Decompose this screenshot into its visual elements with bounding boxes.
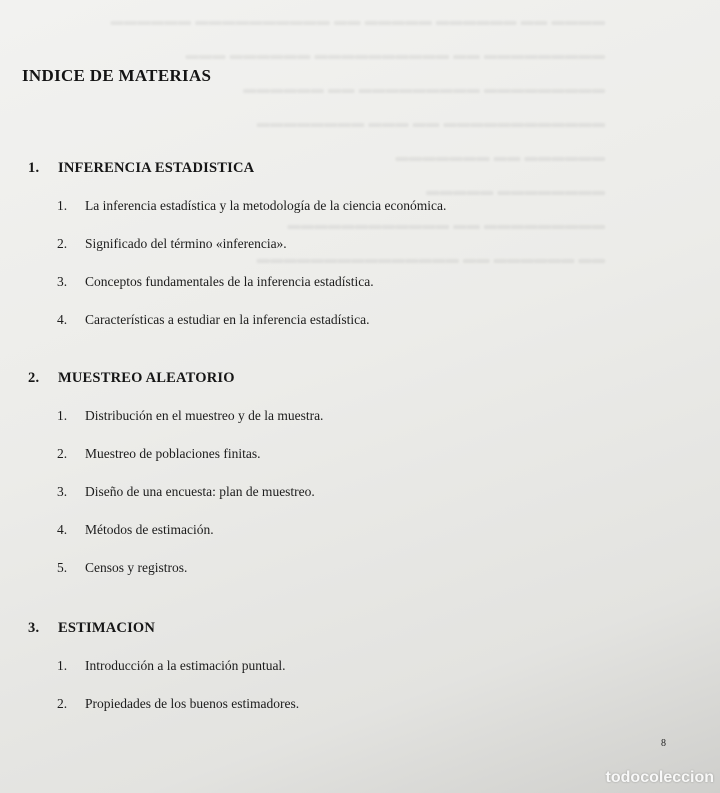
toc-item: [57, 647, 299, 685]
item-number: 1.: [57, 658, 68, 673]
section-items: [57, 187, 446, 339]
item-text: Significado del término «inferencia».: [85, 236, 287, 251]
item-text: La inferencia estadística y la metodología de la ciencia económica.: [85, 198, 447, 213]
toc-item: [57, 473, 323, 511]
section-number: 3.: [28, 620, 40, 636]
section-number: 1.: [28, 160, 40, 176]
item-number: 1.: [57, 198, 68, 213]
toc-item: [57, 263, 446, 301]
toc-item: [57, 435, 323, 473]
item-text: Conceptos fundamentales de la inferencia estadística.: [85, 274, 374, 289]
show-through-text: ▬▬▬▬ ▬▬ ▬▬▬▬▬▬ ▬▬▬▬▬ ▬▬ ▬▬▬▬▬▬▬▬▬▬ ▬▬▬▬▬▬ ▬▬▬▬▬▬▬▬▬ ▬▬ ▬▬▬▬▬▬▬▬▬▬ ▬▬▬▬▬▬ ▬▬▬ ▬▬▬▬▬▬▬▬▬ ▬▬▬▬▬▬▬▬▬ ▬▬ ▬▬▬▬▬▬ ▬▬▬▬▬▬▬▬▬▬▬▬ ▬▬ ▬▬▬ ▬▬▬▬▬▬▬▬ ▬▬▬▬▬▬ ▬▬ ▬▬▬▬▬▬▬ ▬▬▬▬▬▬▬▬ ▬▬▬▬▬ ▬▬▬▬▬▬▬▬▬ ▬▬ ▬▬▬▬▬▬▬▬▬▬▬▬ ▬▬ ▬▬▬▬▬▬ ▬▬ ▬▬▬▬▬▬▬▬▬▬▬▬▬▬▬: [110, 13, 605, 266]
section-title: INFERENCIA ESTADISTICA: [58, 160, 255, 176]
item-number: 2.: [57, 236, 68, 251]
section-items: [57, 397, 323, 587]
toc-item: [57, 301, 446, 339]
item-number: 2.: [57, 446, 68, 461]
toc-item: [57, 549, 323, 587]
item-text: Introducción a la estimación puntual.: [85, 658, 286, 673]
section-title: MUESTREO ALEATORIO: [58, 370, 235, 386]
page-number: 8: [661, 738, 666, 749]
item-text: Diseño de una encuesta: plan de muestreo.: [85, 484, 315, 499]
section-1: [28, 160, 446, 339]
section-title: ESTIMACION: [58, 620, 156, 636]
section-heading: [28, 620, 299, 637]
item-number: 4.: [57, 522, 68, 537]
item-text: Distribución en el muestreo y de la muestra.: [85, 408, 324, 423]
item-number: 3.: [57, 274, 68, 289]
toc-item: [57, 397, 323, 435]
section-items: [57, 647, 299, 723]
watermark-logo: todocoleccion: [605, 769, 714, 786]
section-heading: [28, 370, 323, 387]
page-title: INDICE DE MATERIAS: [22, 66, 212, 85]
section-number: 2.: [28, 370, 40, 386]
toc-item: [57, 511, 323, 549]
item-text: Características a estudiar en la inferencia estadística.: [85, 312, 370, 327]
item-number: 3.: [57, 484, 68, 499]
section-3: [28, 620, 299, 723]
item-text: Métodos de estimación.: [85, 522, 214, 537]
item-number: 5.: [57, 560, 68, 575]
item-text: Muestreo de poblaciones finitas.: [85, 446, 261, 461]
item-number: 4.: [57, 312, 68, 327]
toc-item: [57, 225, 446, 263]
section-2: [28, 370, 323, 587]
item-number: 1.: [57, 408, 68, 423]
toc-item: [57, 685, 299, 723]
item-text: Propiedades de los buenos estimadores.: [85, 696, 300, 711]
item-text: Censos y registros.: [85, 560, 188, 575]
item-number: 2.: [57, 696, 68, 711]
section-heading: [28, 160, 446, 177]
toc-item: [57, 187, 446, 225]
